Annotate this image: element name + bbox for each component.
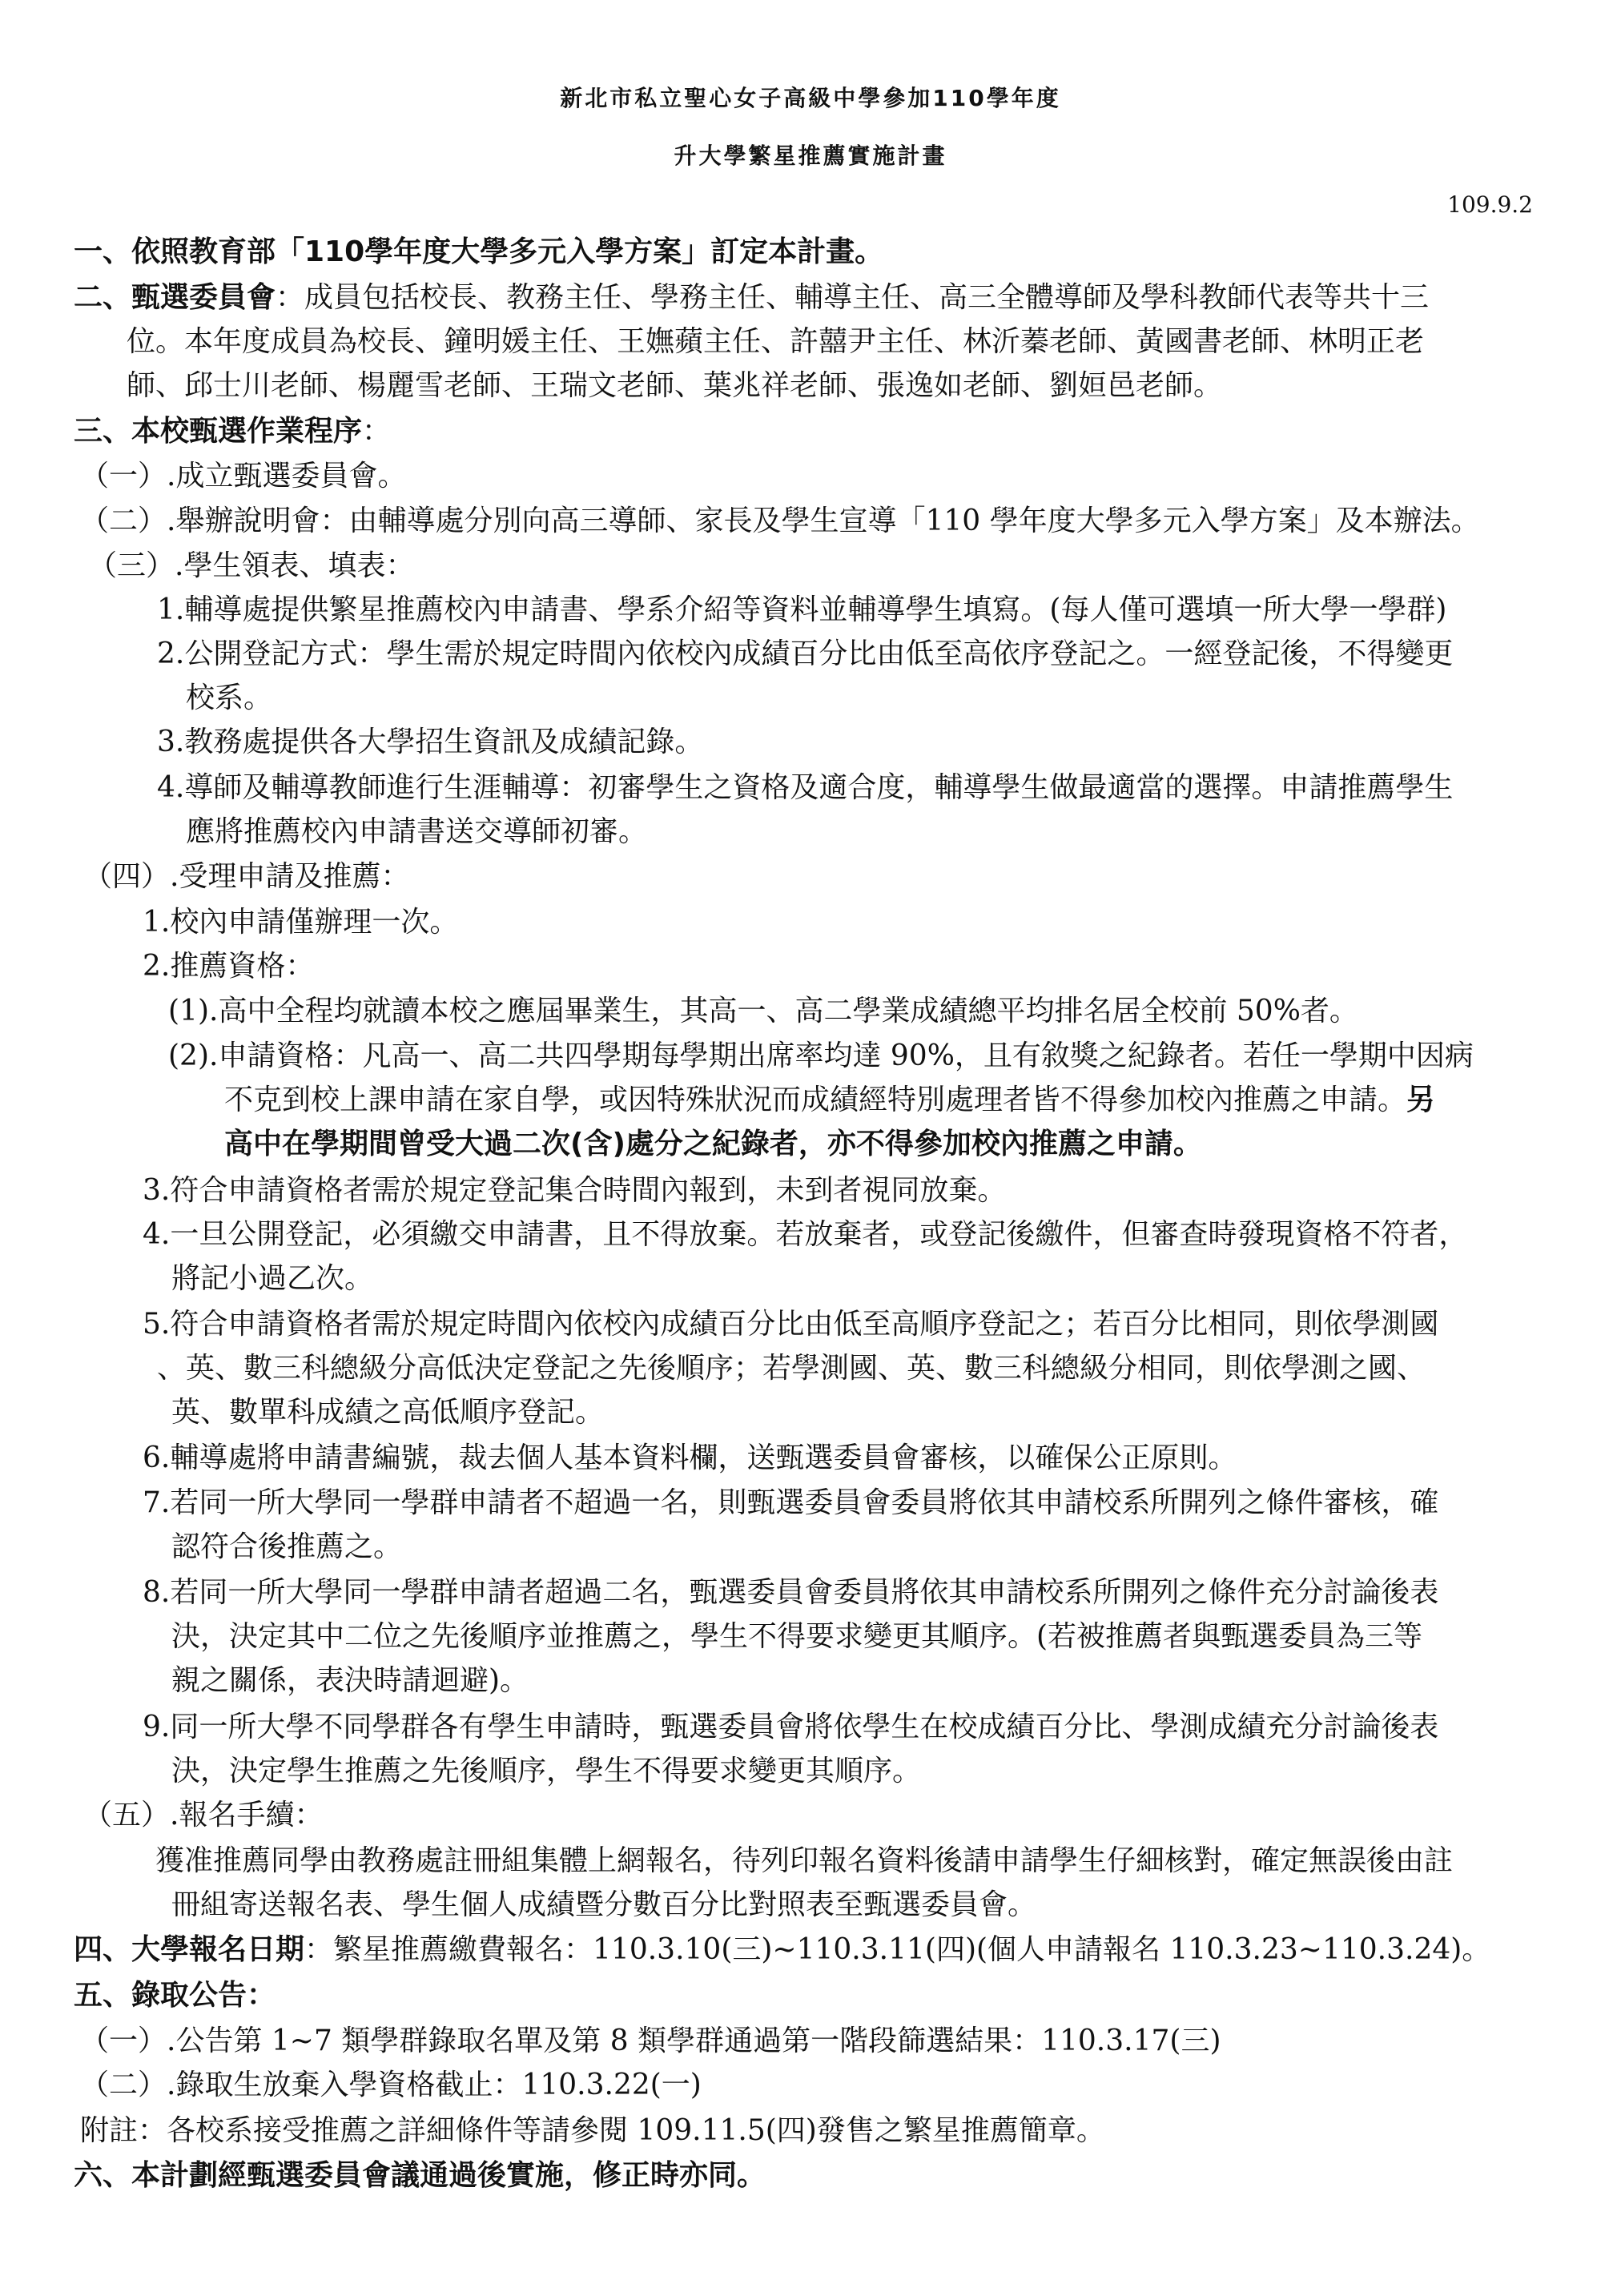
section-3-sub-5-paragraph-2: 冊組寄送報名表、學生個人成績暨分數百分比對照表至甄選委員會。 bbox=[171, 1888, 1037, 1921]
section-1: 一、依照教育部「110學年度大學多元入學方案」訂定本計畫。 bbox=[74, 235, 884, 268]
section-3-sub-3-item-4b: 應將推薦校內申請書送交導師初審。 bbox=[186, 815, 648, 848]
section-5-note: 附註：各校系接受推薦之詳細條件等請參閱 109.11.5(四)發售之繁星推薦簡章。 bbox=[80, 2114, 1105, 2147]
section-3-sub-4-item-8a: 8.若同一所大學同一學群申請者超過二名，甄選委員會委員將依其申請校系所開列之條件充分討論後表 bbox=[143, 1576, 1439, 1609]
section-3-sub-4-item-6: 6.輔導處將申請書編號，裁去個人基本資料欄，送甄選委員會審核，以確保公正原則。 bbox=[143, 1442, 1237, 1474]
section-3-heading-row bbox=[74, 410, 391, 453]
section-3-sub-4-item-7a: 7.若同一所大學同一學群申請者不超過一名，則甄選委員會委員將依其申請校系所開列之條件審核，確 bbox=[143, 1486, 1439, 1519]
section-3-sub-3-item-2b: 校系。 bbox=[186, 682, 273, 714]
section-3-sub-3-title: （三）.學生領表、填表： bbox=[88, 549, 415, 582]
section-3-sub-4-item-7b: 認符合後推薦之。 bbox=[171, 1530, 403, 1563]
section-3-sub-4-item-2-2b bbox=[224, 1079, 1435, 1122]
section-3-sub-4-item-5c: 英、數單科成績之高低順序登記。 bbox=[171, 1396, 605, 1429]
item-2-2b-text: 不克到校上課申請在家自學，或因特殊狀況而成績經特別處理者皆不得參加校內推薦之申請。 bbox=[224, 1084, 1407, 1116]
section-3-heading: 三、本校甄選作業程序 bbox=[74, 415, 363, 448]
section-4-text: ：繁星推薦繳費報名：110.3.10(三)~110.3.11(四)(個人申請報名 110.3.23~110.3.24)。 bbox=[304, 1933, 1491, 1966]
section-5-heading: 五、錄取公告： bbox=[74, 1979, 276, 2012]
section-5-sub-2: （二）.錄取生放棄入學資格截止：110.3.22(一) bbox=[80, 2069, 702, 2101]
item-2-2b-emphasis: 另 bbox=[1406, 1084, 1436, 1116]
section-3-colon: ： bbox=[362, 415, 392, 448]
section-3-sub-3-item-4a: 4.導師及輔導教師進行生涯輔導：初審學生之資格及適合度，輔導學生做最適當的選擇。申請推薦學生 bbox=[157, 771, 1454, 804]
section-2-line2: 位。本年度成員為校長、鐘明媛主任、王嫵蘋主任、許囍尹主任、林沂蓁老師、黃國書老師、林明正老 bbox=[127, 325, 1425, 358]
section-3-sub-4-item-2-2a: (2).申請資格：凡高一、高二共四學期每學期出席率均達 90%，且有敘獎之紀錄者。若任一學期中因病 bbox=[168, 1039, 1474, 1072]
document-title-line2: 升大學繁星推薦實施計畫 bbox=[674, 143, 947, 169]
section-3-sub-3-item-2a: 2.公開登記方式：學生需於規定時間內依校內成績百分比由低至高依序登記之。一經登記後，不得變更 bbox=[157, 637, 1454, 670]
section-5-sub-1: （一）.公告第 1~7 類學群錄取名單及第 8 類學群通過第一階段篩選結果：110.3.17(三) bbox=[80, 2025, 1221, 2057]
document-title-line1: 新北市私立聖心女子高級中學參加110學年度 bbox=[560, 85, 1061, 111]
section-2-line3: 師、邱士川老師、楊麗雪老師、王瑞文老師、葉兆祥老師、張逸如老師、劉姮邑老師。 bbox=[127, 369, 1223, 402]
section-3-sub-4-item-4b: 將記小過乙次。 bbox=[171, 1262, 374, 1295]
section-3-sub-2: （二）.舉辦說明會：由輔導處分別向高三導師、家長及學生宣導「110 學年度大學多元入學方案」及本辦法。 bbox=[80, 505, 1480, 537]
section-3-sub-4-item-9a: 9.同一所大學不同學群各有學生申請時，甄選委員會將依學生在校成績百分比、學測成績充分討論後表 bbox=[143, 1711, 1439, 1743]
section-2-text: ：成員包括校長、教務主任、學務主任、輔導主任、高三全體導師及學科教師代表等共十三 bbox=[276, 281, 1430, 314]
section-3-sub-1: （一）.成立甄選委員會。 bbox=[80, 460, 407, 493]
section-2-line1 bbox=[74, 276, 1429, 320]
section-3-sub-4-item-2-2c: 高中在學期間曾受大過二次(含)處分之紀錄者，亦不得參加校內推薦之申請。 bbox=[224, 1128, 1202, 1160]
section-3-sub-5-paragraph-1: 獲准推薦同學由教務處註冊組集體上網報名，待列印報名資料後請申請學生仔細核對，確定無誤後由註 bbox=[155, 1844, 1454, 1877]
section-3-sub-4-item-2-1: (1).高中全程均就讀本校之應屆畢業生，其高一、高二學業成績總平均排名居全校前 50%者。 bbox=[168, 995, 1358, 1027]
section-2-heading: 二、甄選委員會 bbox=[74, 281, 276, 314]
section-3-sub-4-item-2: 2.推薦資格： bbox=[143, 950, 315, 983]
section-3-sub-4-item-4a: 4.一旦公開登記，必須繳交申請書，且不得放棄。若放棄者，或登記後繳件，但審查時發現資格不符者， bbox=[143, 1218, 1468, 1251]
section-3-sub-4-item-8c: 親之關係，表決時請迴避)。 bbox=[171, 1664, 529, 1697]
section-3-sub-4-item-3: 3.符合申請資格者需於規定登記集合時間內報到，未到者視同放棄。 bbox=[143, 1174, 1007, 1207]
section-3-sub-3-item-1: 1.輔導處提供繁星推薦校內申請書、學系介紹等資料並輔導學生填寫。(每人僅可選填一所大學一學群) bbox=[157, 593, 1447, 626]
section-3-sub-4-item-5b: 、英、數三科總級分高低決定登記之先後順序；若學測國、英、數三科總級分相同，則依學測之國、 bbox=[157, 1352, 1426, 1385]
section-3-sub-4-item-8b: 決，決定其中二位之先後順序並推薦之，學生不得要求變更其順序。(若被推薦者與甄選委員為三等 bbox=[171, 1620, 1423, 1653]
section-3-sub-3-item-3: 3.教務處提供各大學招生資訊及成績記錄。 bbox=[157, 726, 704, 758]
section-3-sub-5-title: （五）.報名手續： bbox=[83, 1799, 324, 1832]
section-3-sub-4-item-5a: 5.符合申請資格者需於規定時間內依校內成績百分比由低至高順序登記之；若百分比相同，則依學測國 bbox=[143, 1308, 1439, 1341]
section-4 bbox=[74, 1928, 1490, 1972]
section-3-sub-4-item-9b: 決，決定學生推薦之先後順序，學生不得要求變更其順序。 bbox=[171, 1755, 922, 1787]
section-6: 六、本計劃經甄選委員會議通過後實施，修正時亦同。 bbox=[74, 2159, 766, 2192]
document-date: 109.9.2 bbox=[1447, 191, 1533, 218]
section-4-heading: 四、大學報名日期 bbox=[74, 1933, 305, 1966]
section-3-sub-4-item-1: 1.校內申請僅辦理一次。 bbox=[143, 906, 459, 939]
section-3-sub-4-title: （四）.受理申請及推薦： bbox=[83, 860, 410, 893]
